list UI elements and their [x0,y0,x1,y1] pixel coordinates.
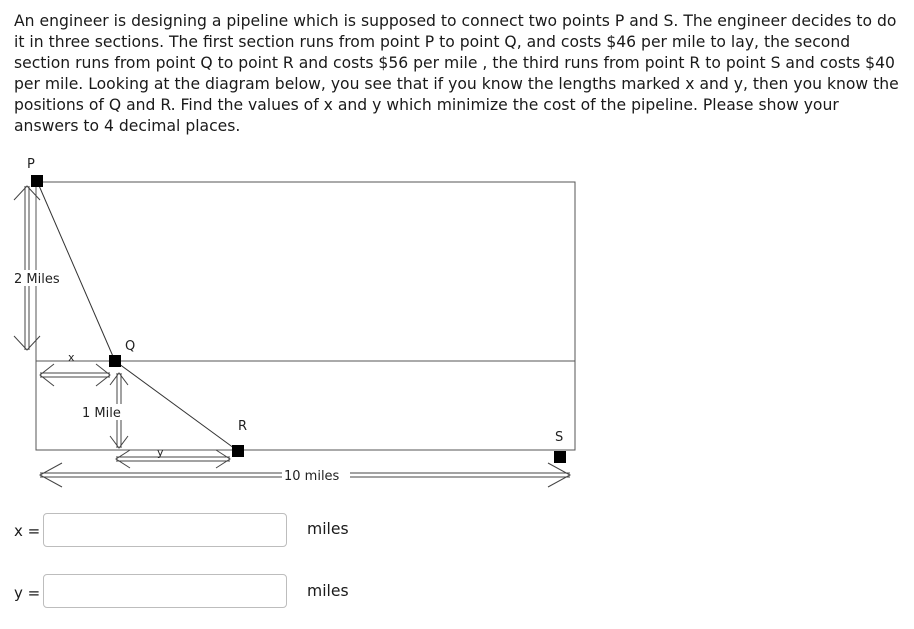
one-mile-label: 1 Mile [82,406,121,421]
point-q-label: Q [125,339,136,354]
x-dimension-arrow [40,364,110,386]
problem-statement: An engineer is designing a pipeline which is supposed to connect two points P and S. The engineer decides to do it in three sections. The first section runs from point P to point Q, and costs $46 per mile to lay, the second section runs from point Q to point R and costs $56 per mile , the third runs from point R to point S and costs $40 per mile. Looking at the diagram below, you see that if you know the lengths marked x and y, then you know the positions of Q and R. Find the values of x and y which minimize the cost of the pipeline. Please show your answers to 4 decimal places. [14,12,899,135]
y-answer-label: y = [14,584,41,602]
x-answer-input[interactable] [43,513,287,547]
point-p-marker [31,175,43,187]
x-unit-label: miles [307,520,349,538]
pipe-segment-qr [115,361,238,451]
y-dimension-arrow [116,450,230,468]
point-q-marker [109,355,121,367]
pipeline-diagram [0,150,914,495]
point-p-label: P [27,157,35,172]
x-dimension-label: x [68,351,75,364]
y-answer-input[interactable] [43,574,287,608]
point-r-marker [232,445,244,457]
point-s-marker [554,451,566,463]
y-unit-label: miles [307,582,349,600]
x-answer-label: x = [14,522,41,540]
y-dimension-label: y [157,446,164,459]
ten-miles-label: 10 miles [284,469,340,484]
point-s-label: S [555,430,564,445]
two-miles-label: 2 Miles [14,272,60,287]
point-r-label: R [238,419,248,434]
